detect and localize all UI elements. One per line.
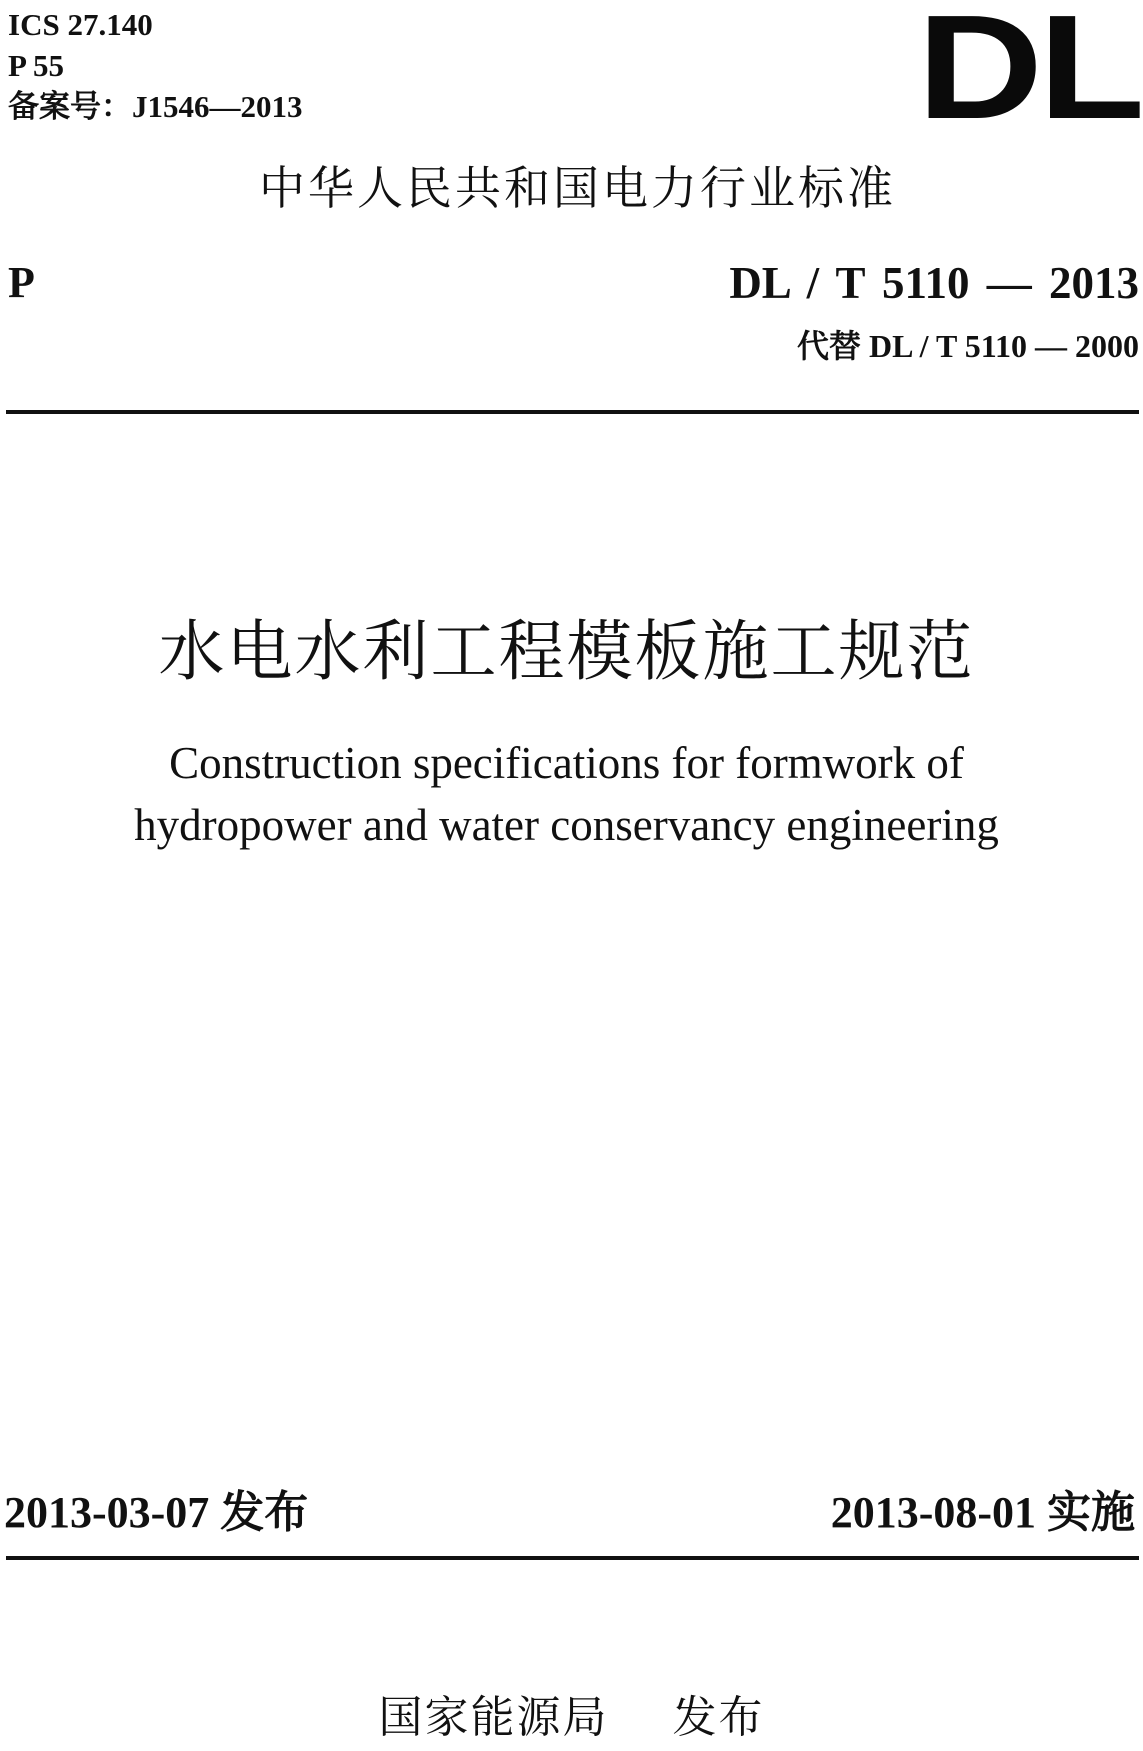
publisher: 国家能源局 发布 xyxy=(378,1692,765,1743)
replaces-standard: 代替 DL / T 5110 — 2000 xyxy=(796,328,1139,364)
dl-logo: DL xyxy=(916,0,1140,150)
issue-date: 2013-03-07 发布 xyxy=(4,1488,309,1537)
title-english-line-2: hydropower and water conservancy engineering xyxy=(134,800,999,850)
filing-number: 备案号：J1546—2013 xyxy=(8,89,303,124)
standard-number: DL / T 5110 — 2013 xyxy=(729,258,1139,308)
implementation-date: 2013-08-01 实施 xyxy=(830,1488,1135,1537)
category-code: P 55 xyxy=(8,48,64,83)
document-title-english xyxy=(0,732,1143,856)
ics-code: ICS 27.140 xyxy=(8,7,153,42)
category-letter: P xyxy=(8,258,35,307)
standard-meta xyxy=(8,4,303,127)
standard-type-heading: 中华人民共和国电力行业标准 xyxy=(259,161,896,215)
document-title-chinese: 水电水利工程模板施工规范 xyxy=(158,613,975,690)
bottom-divider xyxy=(6,1556,1139,1560)
title-english-line-1: Construction specifications for formwork of xyxy=(169,738,964,788)
top-divider xyxy=(6,410,1139,414)
